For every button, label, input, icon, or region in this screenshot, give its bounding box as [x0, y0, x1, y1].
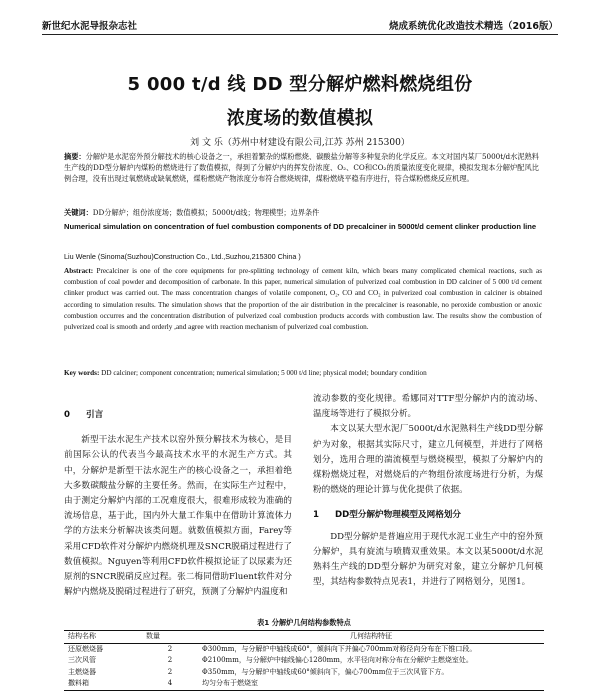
- table-header-cell: 数量: [146, 632, 160, 640]
- table-row: [64, 655, 544, 667]
- paper-title: [40, 68, 560, 136]
- table-cell: 均匀分布于燃烧室: [202, 679, 258, 687]
- table-header-row: [64, 631, 544, 644]
- running-header: [42, 18, 558, 35]
- table-cell: 三次风管: [68, 656, 96, 664]
- table-cell: Φ2100mm，与分解炉中轴线偏心1280mm，水平径向对称分布在分解炉主燃烧室处。: [202, 656, 473, 664]
- keywords-english-text: DD calciner; component concentration; numerical simulation; 5 000 t/d line; physical model; boundary condition: [101, 369, 427, 377]
- table-row: [64, 643, 544, 655]
- keywords-chinese-label: 关键词：: [64, 208, 93, 217]
- keywords-chinese-text: DD分解炉；组份浓度场；数值模拟；5000t/d线；物理模型；边界条件: [92, 208, 320, 217]
- table-cell: 2: [167, 656, 173, 664]
- table-row: [64, 678, 544, 690]
- header-collection: 烧成系统优化改造技术精选（2016版）: [389, 21, 558, 32]
- section-number: 1: [313, 510, 319, 521]
- abstract-chinese: [64, 151, 539, 184]
- structure-parameter-table: [64, 630, 544, 691]
- section-title: 引言: [86, 410, 104, 420]
- abstract-chinese-label: 摘要：: [64, 152, 86, 161]
- table-cell: Φ300mm，与分解炉中轴线成60°，倾斜向下并偏心700mm对称径向分布在下锥口段。: [202, 644, 477, 653]
- body-column-right: [313, 392, 543, 590]
- table-cell: 2: [167, 644, 173, 653]
- header-publisher: 新世纪水泥导报杂志社: [42, 21, 138, 32]
- table-header-cell: 结构名称: [68, 632, 96, 640]
- keywords-english: [64, 368, 542, 379]
- table-cell: 4: [167, 679, 173, 687]
- abstract-english-text: Precalciner is one of the core equipments for pre-splitting technology of cement kiln, which bears many complicated chemical reactions, such as combustion of coal powder and decomposition of carbonate. In this paper, numerical simulation of pulverized coal combustion in DD calciner of 5 000 t/d cement clinker product was carried out. The mass concentration changes of volatile component, O₂, CO and CO₂ in pulverized coal combustion in calciner is obtained according to simulation results. The simulation shows that the proportion of the air distribution in the precalciner is reasonable, no peroxide combustion or anoxic combustion occurres and the concentration distribution of pulverized coal combustion products accords with combustion law. The results show the combustion of pulverized coal is smooth and orderly ,and agree with reaction mechanism of pulverized coal combustion.: [64, 267, 543, 332]
- table-caption: 表1 分解炉几何结构参数特点: [257, 618, 351, 627]
- paper-title-line1: 5 000 t/d 线 DD 型分解炉燃料燃烧组份: [127, 74, 473, 95]
- section-title: DD型分解炉物理模型及网格划分: [335, 510, 461, 521]
- body-paragraph: DD型分解炉是普遍应用于现代水泥工业生产中的窑外预分解炉，具有旋流与喷腾双重效果。本文以某5000t/d水泥熟料生产线的DD型分解炉为研究对象，建立分解炉几何模型，其结构参数特点见表1，并进行了网格划分，见图1。: [313, 531, 543, 588]
- abstract-english-label: Abstract:: [64, 267, 94, 275]
- section-number: 0: [64, 410, 70, 420]
- table-cell: 主燃烧器: [68, 667, 96, 676]
- keywords-chinese: [64, 207, 539, 218]
- keywords-english-label: Key words:: [64, 369, 100, 377]
- section-heading-introduction: [64, 408, 292, 423]
- table-header-cell: 几何结构特征: [350, 632, 392, 640]
- author-english: Liu Wenle (Sinoma(Suzhou)Construction Co., Ltd.,Suzhou,215300 China ): [64, 252, 301, 261]
- abstract-chinese-text: 分解炉是水泥窑外预分解技术的核心设备之一，承担着繁杂的煤粉燃烧、碳酸盐分解等多种复杂的化学反应。本文对国内某厂5000t/d水泥熟料生产线的DD型分解炉内煤粉的燃烧进行了数值模拟，得到了分解炉内的挥发份浓度、O₂、CO和CO₂的质量浓度变化规律，模拟发现本分解炉配风比例合理，没有出现过氧燃烧或缺氧燃烧，煤粉燃烧产物浓度分布符合燃烧规律，煤粉燃烧平稳有序进行，符合煤粉燃烧反应机理。: [64, 152, 539, 183]
- paper-title-english: Numerical simulation on concentration of fuel combustion components of DD precalciner in 5000t/d cement clinker production line: [64, 222, 537, 231]
- abstract-english: [64, 266, 542, 333]
- section-heading-model: [313, 508, 543, 523]
- paper-title-line2: 浓度场的数值模拟: [226, 108, 374, 129]
- body-paragraph: 本文以某大型水泥厂5000t/d水泥熟料生产线DD型分解炉为对象，根据其实际尺寸，建立几何模型，并进行了网格划分，选用合理的湍流模型与燃烧模型，模拟了分解炉内的煤粉燃烧过程，对燃烧后的产物组份浓度场进行分析，为煤粉的燃烧的理论计算与优化提供了依据。: [313, 424, 543, 496]
- introduction-paragraph: 新型干法水泥生产技术以窑外预分解技术为核心，是目前国际公认的代表当今最高技术水平的水泥生产方式。其中，分解炉是新型干法水泥生产的核心设备之一，承担着绝大多数碳酸盐分解的主要任务。然而，在实际生产过程中，由于测定分解炉内部的工况难度很大，很难形成较为准确的流场信息，基于此，国内外大量工作集中在借助计算流体力学的方法来分析解决该类问题。就数值模拟方面，Farey等采用CFD软件对分解炉内燃烧机理及SNCR脱硝过程进行了数值模拟。Nguyen等利用CFD软件模拟论证了以尿素为还原剂的SNCR脱硝反应过程。张二梅同借助Fluent软件对分解炉内燃烧及脱硝过程进行了研究，预测了分解炉内温度和: [64, 435, 292, 598]
- body-paragraph-continued: 流动参数的变化规律。希娜同对TTF型分解炉内的流动场、温度场等进行了模拟分析。: [313, 394, 543, 420]
- author-affiliation: 刘 文 乐（苏州中材建设有限公司,江苏 苏州 215300）: [190, 138, 410, 148]
- table-cell: Φ350mm，与分解炉中轴线成60°倾斜向下，偏心700mm位于三次风管下方。: [202, 667, 449, 676]
- body-column-left: [64, 392, 292, 600]
- table-cell: 还原燃烧器: [68, 644, 103, 653]
- table-cell: 撒料箱: [68, 679, 89, 687]
- table-cell: 2: [167, 667, 173, 676]
- table-row: [64, 667, 544, 679]
